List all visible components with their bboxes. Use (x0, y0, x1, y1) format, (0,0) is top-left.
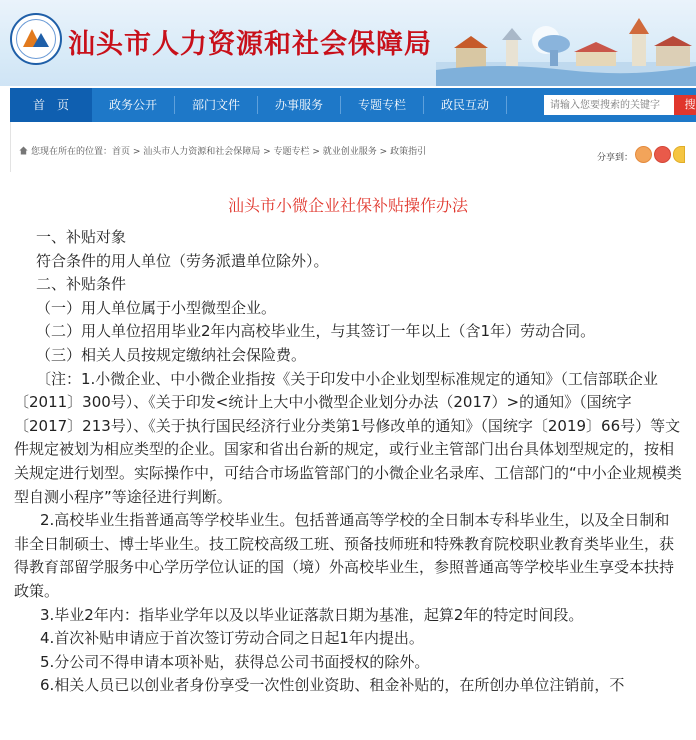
qzone-share-icon[interactable] (673, 146, 685, 163)
header-banner (0, 0, 696, 86)
logo-wave-icon (33, 33, 49, 47)
breadcrumb-bar (10, 122, 696, 172)
site-title[interactable]: 汕头市人力资源和社会保障局 (68, 29, 432, 60)
breadcrumb-prefix: 您现在所在的位置： (31, 147, 113, 157)
nav-divider (506, 96, 507, 114)
weibo-share-icon[interactable] (635, 146, 652, 163)
section-heading: 二、补贴条件 (36, 275, 127, 294)
city-skyline-illustration (436, 0, 696, 86)
paragraph-note: 3.毕业2年内：指毕业学年以及以毕业证落款日期为基准，起算2年的特定时间段。 (40, 605, 584, 624)
main-nav (10, 88, 696, 122)
paragraph-note: 5.分公司不得申请本项补贴，获得总公司书面授权的除外。 (40, 652, 430, 671)
search-input[interactable] (544, 95, 674, 115)
breadcrumb (19, 144, 426, 157)
paragraph-note: 2.高校毕业生指普通高等学校毕业生。包括普通高等学校的全日制本专科毕业生，以及全日制和非全日制硕士、博士毕业生。技工院校高级工班、预备技师班和特殊教育院校职业教育类毕业生，获得教育部留学服务中心学历学位认证的国（境）外高校毕业生，参照普通高等学校毕业生享受本扶持政策。 (14, 511, 675, 600)
nav-department-files[interactable]: 部门文件 (191, 98, 240, 112)
article-title: 汕头市小微企业社保补贴操作办法 (227, 196, 468, 215)
share-icon[interactable] (654, 146, 671, 163)
nav-interaction[interactable]: 政民互动 (440, 98, 489, 112)
share-label: 分享到： (597, 153, 634, 163)
nav-home[interactable]: 首 页 (10, 88, 92, 122)
nav-services[interactable]: 办事服务 (274, 98, 323, 112)
breadcrumb-path[interactable]: 首页 > 汕头市人力资源和社会保障局 > 专题专栏 > 就业创业服务 > 政策指引 (112, 147, 427, 157)
paragraph: 符合条件的用人单位（劳务派遣单位除外）。 (36, 251, 329, 270)
paragraph-note: 4.首次补贴申请应于首次签订劳动合同之日起1年内提出。 (40, 629, 424, 648)
paragraph: （一）用人单位属于小型微型企业。 (36, 298, 277, 317)
nav-government-affairs[interactable]: 政务公开 (108, 98, 157, 112)
search-button[interactable]: 搜 (674, 95, 696, 115)
paragraph: （三）相关人员按规定缴纳社会保险费。 (36, 345, 307, 364)
paragraph: （二）用人单位招用毕业2年内高校毕业生，与其签订一年以上（含1年）劳动合同。 (36, 322, 596, 341)
nav-special-topics[interactable]: 专题专栏 (357, 98, 406, 112)
section-heading: 一、补贴对象 (36, 228, 127, 246)
home-icon (19, 146, 28, 155)
paragraph-note: 〔注：1.小微企业、中小微企业指按《关于印发中小企业划型标准规定的通知》（工信部联企业〔2011〕300号）、《关于印发<统计上大中小微型企业划分办法（2017）>的通知》（国统字〔2017〕213号）、《关于执行国民经济行业分类第1号修改单的通知》（国统字〔2019〕66号）等文件规定被划为相应类型的企业。国家和省出台新的规定，或行业主管部门出台具体划型规定的，按相关规定进行划型。实际操作中，可结合市场监管部门的小微企业名录库、工信部门的“中小企业规模类型自测小程序”等途径进行判断。 (14, 369, 682, 506)
paragraph-note: 6.相关人员已以创业者身份享受一次性创业资助、租金补贴的，在所创办单位注销前，不 (40, 676, 625, 695)
article-body (14, 226, 684, 698)
logo[interactable] (10, 13, 62, 65)
